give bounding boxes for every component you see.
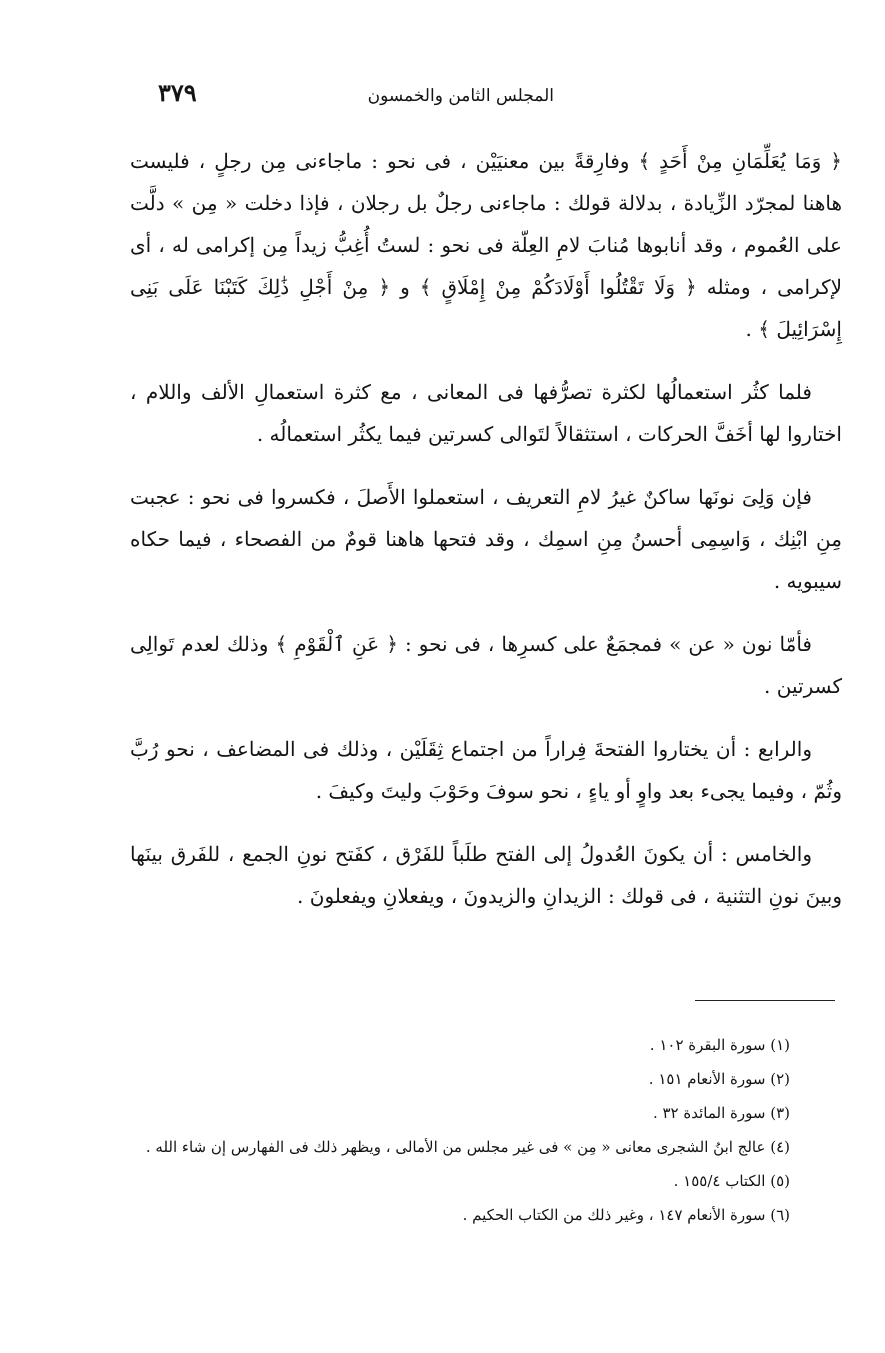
paragraph-1: ﴿ وَمَا يُعَلِّمَانِ مِنْ أَحَدٍ ﴾ وفارِقةً بين معنيَيْن ، فى نحو : ماجاءنى مِن رجلٍ ، فليست هاهنا لمجرّد الزِّيادة ، بدلالة قولك : ماجاءنى رجلٌ بل رجلان ، فإذا دخلت « مِن » دلَّت على العُموم ، وقد أنابوها مُنابَ لامِ العِلّة فى نحو : لستُ أُغِبُّ زيداً مِن إكرامى له ، أى لإكرامى ، ومثله ﴿ وَلَا تَقْتُلُوا أَوْلَادَكُمْ مِنْ إِمْلَاقٍ ﴾ و ﴿ مِنْ أَجْلِ ذَٰلِكَ كَتَبْنَا عَلَى بَنِى إِسْرَائِيلَ ﴾ . bbox=[130, 149, 843, 341]
footnotes bbox=[130, 1028, 842, 1232]
footnote-2: (٢) سورة الأنعام ١٥١ . bbox=[648, 1070, 790, 1088]
running-title: المجلس الثامن والخمسون bbox=[367, 86, 554, 106]
footnote-1: (١) سورة البقرة ١٠٢ . bbox=[649, 1036, 790, 1054]
paragraph-6: والخامس : أن يكونَ العُدولُ إلى الفتح طلَباً للفَرْق ، كفَتح نونِ الجمع ، للفَرق بينَها وبينَ نونِ التثنية ، فى قولك : الزيدانِ والزيدونَ ، ويفعلانِ ويفعلونَ . bbox=[130, 842, 842, 908]
page-header bbox=[130, 78, 842, 118]
page-number: ٣٧٩ bbox=[158, 78, 197, 107]
body-text bbox=[130, 140, 842, 938]
paragraph-5: والرابع : أن يختاروا الفتحةَ فِراراً من اجتماع ثِقَلَيْن ، وذلك فى المضاعف ، نحو رُبَّ وثُمّ ، وفيما يجىء بعد واوٍ أو ياءٍ ، نحو سوفَ وحَوْبَ وليتَ وكيفَ . bbox=[130, 737, 842, 803]
footnote-6: (٦) سورة الأنعام ١٤٧ ، وغير ذلك من الكتاب الحكيم . bbox=[462, 1206, 790, 1224]
paragraph-4: فأمّا نون « عن » فمجمَعٌ على كسرِها ، فى نحو : ﴿ عَنِ ٱلْقَوْمِ ﴾ وذلك لعدم تَوالِى كسرتين . bbox=[130, 632, 842, 698]
paragraph-2: فلما كثُر استعمالُها لكثرة تصرُّفها فى المعانى ، مع كثرة استعمالِ الألف واللام ، اختاروا لها أخَفَّ الحركات ، استثقالاً لتَوالى كسرتين فيما يكثُر استعمالُه . bbox=[130, 380, 842, 446]
footnote-separator bbox=[695, 1000, 835, 1001]
footnote-4: (٤) عالج ابنُ الشجرى معانى « مِن » فى غير مجلس من الأمالى ، ويظهر ذلك فى الفهارس إن شاء الله . bbox=[145, 1138, 790, 1156]
footnote-3: (٣) سورة المائدة ٣٢ . bbox=[652, 1104, 790, 1122]
footnote-5: (٥) الكتاب ١٥٥/٤ . bbox=[673, 1172, 790, 1190]
paragraph-3: فإن وَلِىَ نونَها ساكنٌ غيرُ لامِ التعريف ، استعملوا الأَصلَ ، فكسروا فى نحو : عجبت مِنِ ابْنِك ، وَاسِمِى أحسنُ مِنِ اسمِك ، وقد فتحها هاهنا قومٌ من الفصحاء ، فيما حكاه سيبويه . bbox=[130, 485, 842, 593]
